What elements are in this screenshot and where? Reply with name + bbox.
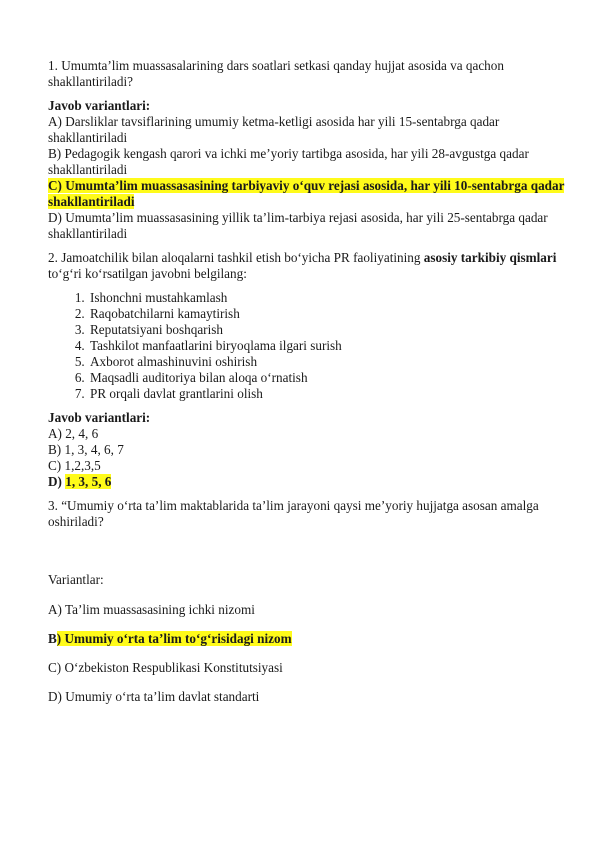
question-2-answers-heading: Javob variantlari:	[48, 410, 151, 425]
question-1-answer-prefix: C	[48, 178, 58, 193]
question-3-option-c: C) O‘zbekiston Respublikasi Konstitutsiyasi	[48, 660, 283, 675]
question-2-text-bold: asosiy tarkibiy qismlari	[423, 250, 557, 265]
question-3-option-b-answer	[48, 631, 568, 647]
list-item: 1. Ishonchni mustahkamlash	[88, 290, 568, 306]
question-2-list	[48, 290, 568, 402]
question-1-text: 1. Umumta’lim muassasalarining dars soatlari setkasi qanday hujjat asosida va qachon shakllantiriladi?	[48, 58, 504, 89]
question-1-answers-heading: Javob variantlari:	[48, 98, 151, 113]
question-2-text-start: 2. Jamoatchilik bilan aloqalarni tashkil etish bo‘yicha PR faoliyatining	[48, 250, 424, 265]
question-3-option-a: A) Ta’lim muassasasining ichki nizomi	[48, 602, 255, 617]
question-2-option-a: A) 2, 4, 6	[48, 426, 99, 441]
question-3-answer-highlight: ) Umumiy o‘rta ta’lim to‘g‘risidagi nizom	[56, 631, 292, 646]
question-3-option-d: D) Umumiy o‘rta ta’lim davlat standarti	[48, 689, 260, 704]
spacer	[48, 530, 568, 572]
spacer	[48, 490, 568, 498]
question-2-answer-prefix: D)	[48, 474, 66, 489]
question-1-option-b: B) Pedagogik kengash qarori va ichki me’yoriy tartibga asosida, har yili 28-avgustga qadar shakllantiriladi	[48, 146, 529, 177]
list-item: 7. PR orqali davlat grantlarini olish	[88, 386, 568, 402]
question-2-option-d-answer	[48, 474, 568, 490]
list-item: 4. Tashkilot manfaatlarini biryoqlama ilgari surish	[88, 338, 568, 354]
question-3-answer-prefix: B	[48, 631, 57, 646]
question-2-option-c: C) 1,2,3,5	[48, 458, 101, 473]
question-1-answer-highlight: ) Umumta’lim muassasasining tarbiyaviy o‘quv rejasi asosida, har yili 10-sentabrga qadar shakllantiriladi	[48, 178, 565, 209]
list-item: 6. Maqsadli auditoriya bilan aloqa o‘rnatish	[88, 370, 568, 386]
question-2-text-end: to‘g‘ri ko‘rsatilgan javobni belgilang:	[48, 266, 247, 281]
spacer	[48, 242, 568, 250]
list-item: 2. Raqobatchilarni kamaytirish	[88, 306, 568, 322]
question-2-option-b: B) 1, 3, 4, 6, 7	[48, 442, 124, 457]
list-item: 3. Reputatsiyani boshqarish	[88, 322, 568, 338]
question-1-option-c-answer	[48, 178, 568, 210]
question-1-option-d: D) Umumta’lim muassasasining yillik ta’lim-tarbiya rejasi asosida, har yili 25-sentabrga qadar shakllantiriladi	[48, 210, 548, 241]
question-1-option-a: A) Darsliklar tavsiflarining umumiy ketma-ketligi asosida har yili 15-sentabrga qadar shakllantiriladi	[48, 114, 500, 145]
question-3-text: 3. “Umumiy o‘rta ta’lim maktablarida ta’lim jarayoni qaysi me’yoriy hujjatga asosan amalga oshiriladi?	[48, 498, 539, 529]
document-content	[48, 58, 568, 718]
question-2-answer-highlight: 1, 3, 5, 6	[65, 474, 112, 489]
list-item: 5. Axborot almashinuvini oshirish	[88, 354, 568, 370]
question-2-text	[48, 250, 568, 282]
question-3-answers-heading: Variantlar:	[48, 572, 104, 587]
